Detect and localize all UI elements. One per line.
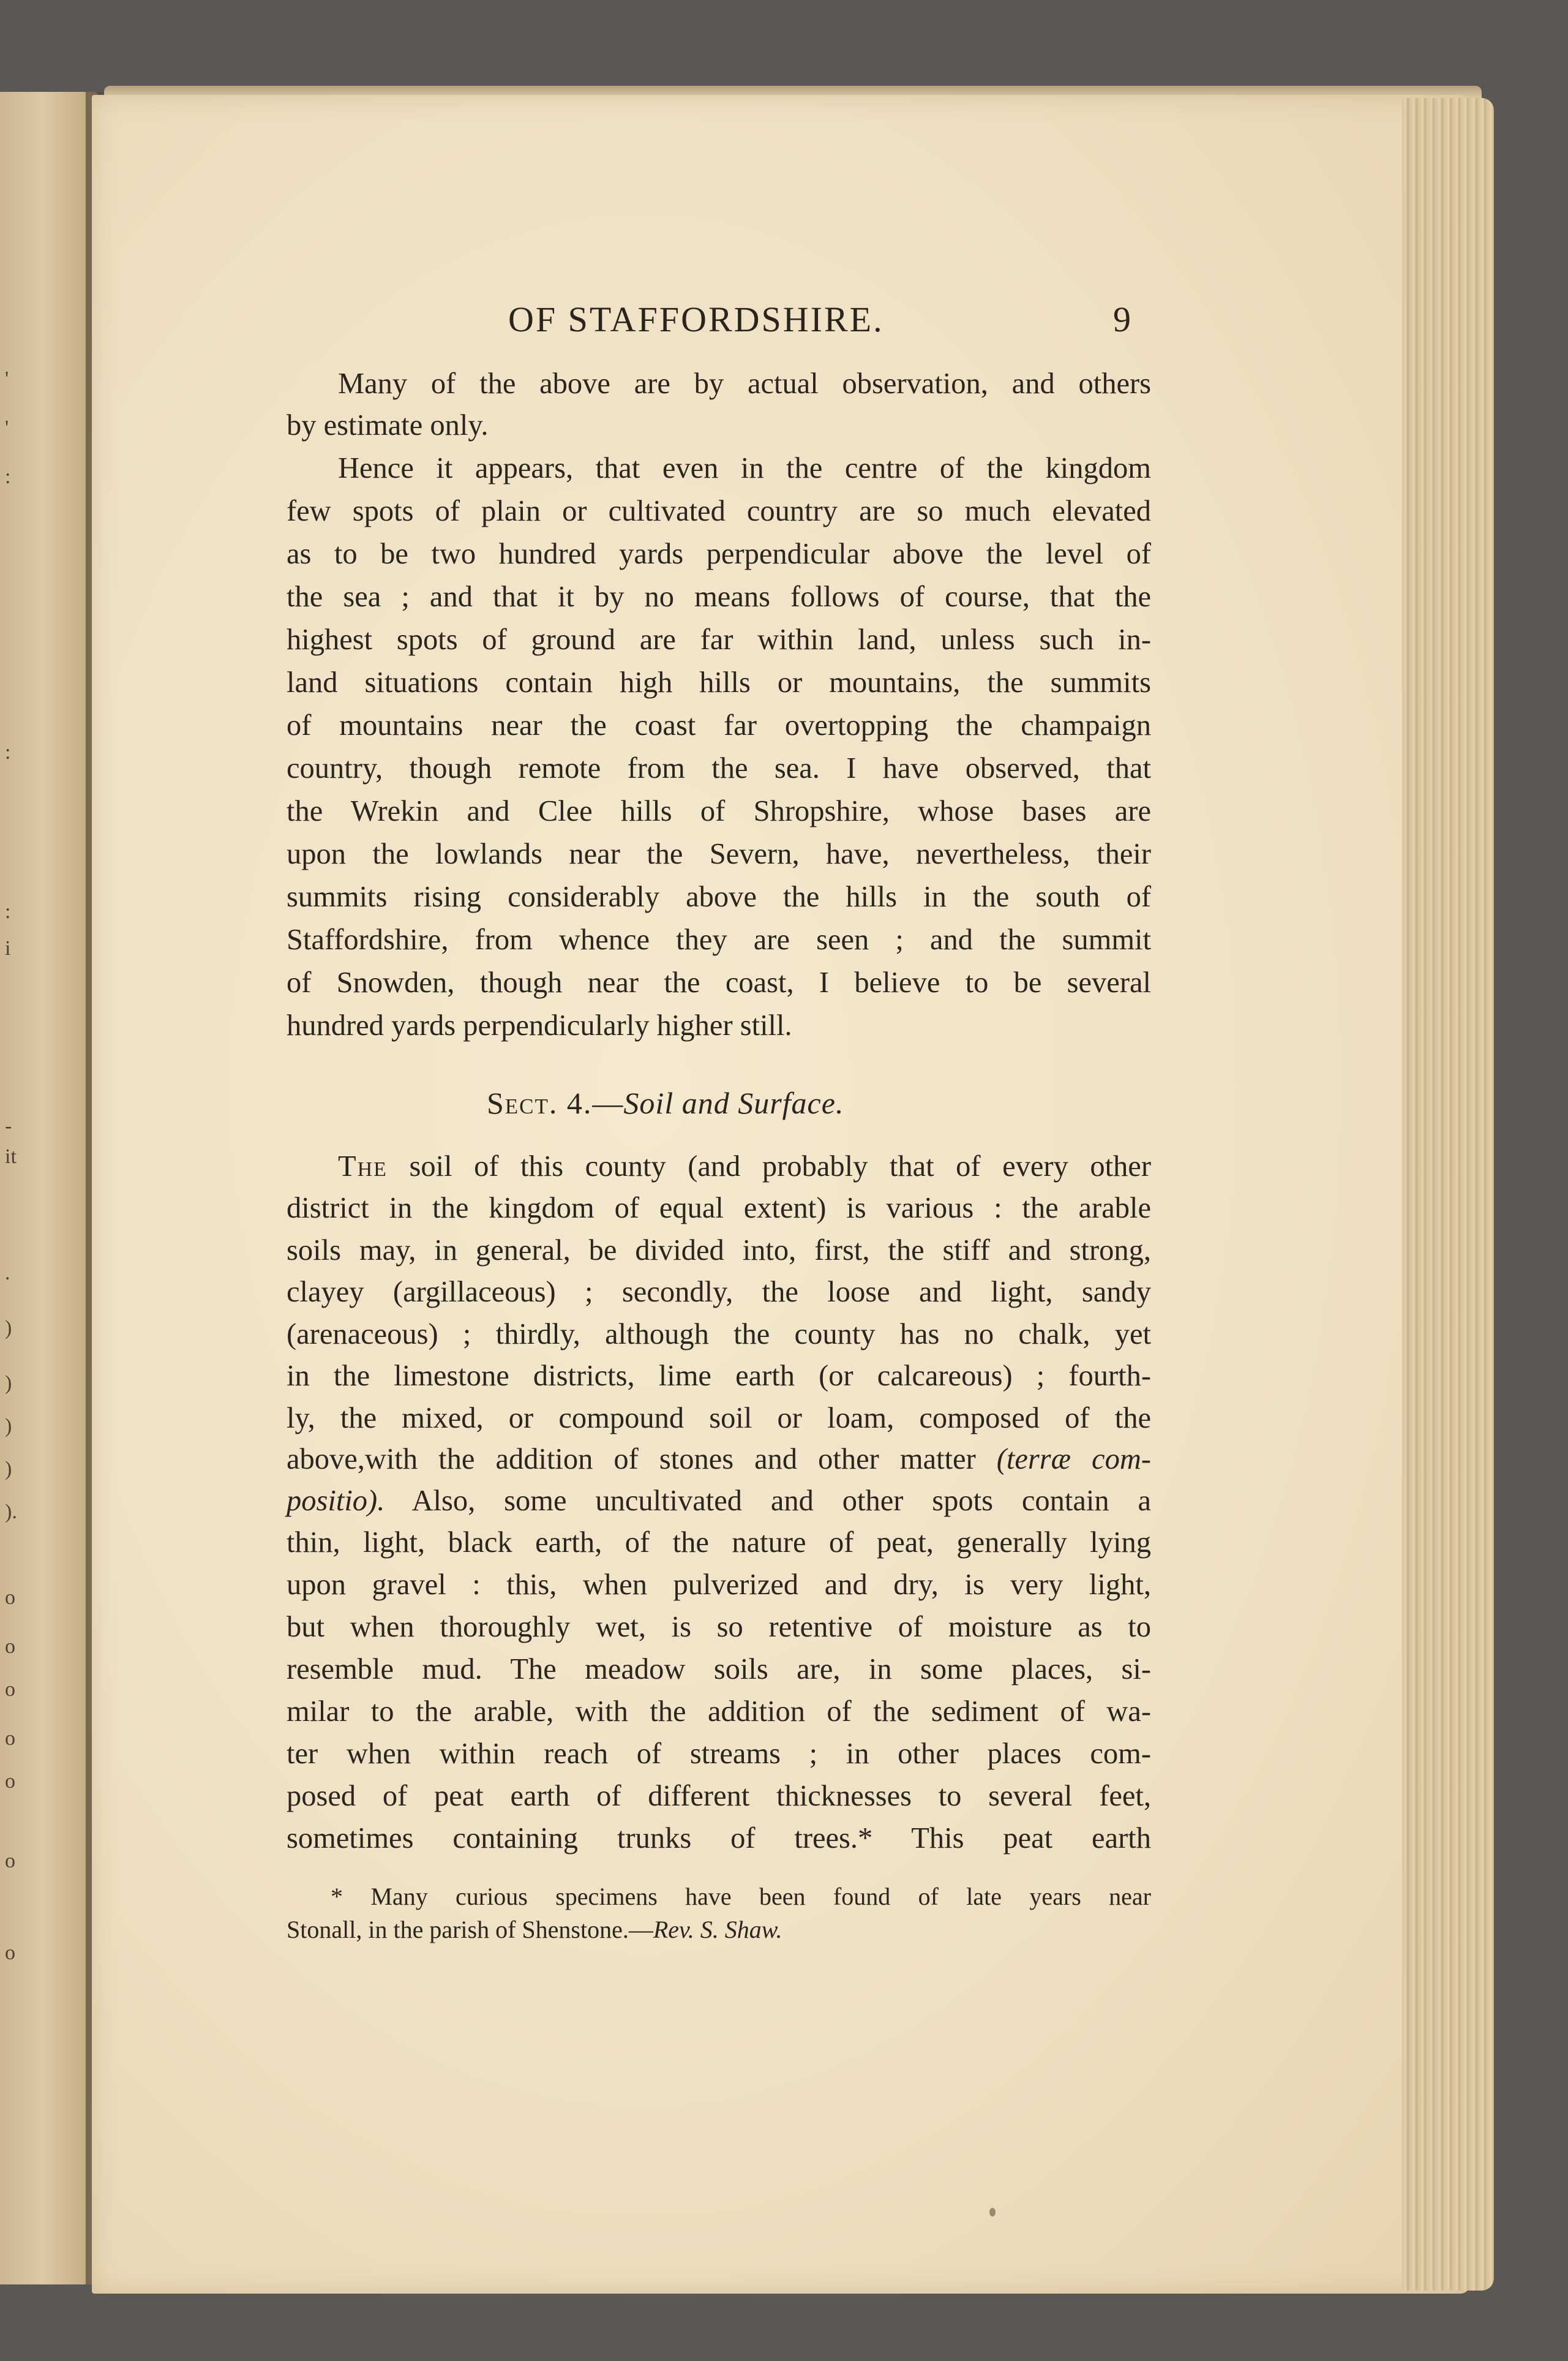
text-line: the Wrekin and Clee hills of Shropshire, whose bases are <box>287 795 1151 827</box>
text-line: in the limestone districts, lime earth (or calcareous) ; fourth- <box>287 1360 1151 1392</box>
margin-fragment: . <box>5 1262 10 1284</box>
margin-fragment: ' <box>5 416 9 439</box>
text-line: thin, light, black earth, of the nature of peat, generally lying <box>287 1526 1151 1559</box>
text-line: posed of peat earth of different thicknesses to several feet, <box>287 1780 1151 1812</box>
text-line: as to be two hundred yards perpendicular above the level of <box>287 538 1151 570</box>
margin-fragment: o <box>5 1635 15 1658</box>
margin-fragment: o <box>5 1770 15 1793</box>
margin-fragment: ) <box>5 1458 12 1480</box>
text-line: Staffordshire, from whence they are seen ; and the summit <box>287 924 1151 956</box>
margin-fragment: - <box>5 1115 12 1137</box>
text-line: sometimes containing trunks of trees.* This peat earth <box>287 1822 1151 1855</box>
footnote-line: * Many curious specimens have been found of late years near <box>331 1883 1151 1910</box>
text-line: milar to the arable, with the addition of the sediment of wa- <box>287 1695 1151 1728</box>
margin-fragment: o <box>5 1678 15 1701</box>
section-dash: — <box>592 1086 624 1120</box>
page-number: 9 <box>1113 299 1131 339</box>
margin-fragment: o <box>5 1727 15 1750</box>
text-line: above,with the addition of stones and other matter (terræ com- <box>287 1443 1151 1475</box>
text-line: few spots of plain or cultivated country are so much elevated <box>287 495 1151 527</box>
section-label: Sect. 4. <box>487 1086 593 1120</box>
margin-fragment: o <box>5 1850 15 1872</box>
text-line: country, though remote from the sea. I have observed, that <box>287 752 1151 785</box>
margin-fragment: : <box>5 741 11 764</box>
text-line: but when thoroughly wet, is so retentive of moisture as to <box>287 1611 1151 1643</box>
section-title: Soil and Surface. <box>623 1086 844 1120</box>
margin-fragment: ) <box>5 1372 12 1395</box>
text-line: positio). Also, some uncultivated and other spots contain a <box>287 1485 1151 1517</box>
text-line: the sea ; and that it by no means follows of course, that the <box>287 581 1151 613</box>
footnote-line: Stonall, in the parish of Shenstone.—Rev. S. Shaw. <box>287 1916 782 1943</box>
margin-fragment: : <box>5 900 11 923</box>
margin-fragment: o <box>5 1941 15 1964</box>
text-line: soils may, in general, be divided into, first, the stiff and strong, <box>287 1233 1151 1267</box>
text-line: upon the lowlands near the Severn, have, nevertheless, their <box>287 838 1151 870</box>
text-line: Hence it appears, that even in the centre of the kingdom <box>338 452 1151 484</box>
text-line: upon gravel : this, when pulverized and dry, is very light, <box>287 1568 1151 1601</box>
text-line: by estimate only. <box>287 409 489 442</box>
text-line: (arenaceous) ; thirdly, although the county has no chalk, yet <box>287 1317 1151 1350</box>
section-heading <box>487 1085 844 1121</box>
text-line: of mountains near the coast far overtopping the champaign <box>287 709 1151 742</box>
margin-fragment: ). <box>5 1501 17 1523</box>
margin-fragment: ) <box>5 1415 12 1437</box>
text-line: ter when within reach of streams ; in other places com- <box>287 1738 1151 1770</box>
text-line: ly, the mixed, or compound soil or loam, composed of the <box>287 1401 1151 1434</box>
page-header <box>0 299 1568 348</box>
text-line: resemble mud. The meadow soils are, in some places, si- <box>287 1653 1151 1685</box>
margin-fragment: it <box>5 1145 17 1168</box>
text-line: of Snowden, though near the coast, I believe to be several <box>287 966 1151 999</box>
text-line: Many of the above are by actual observation, and others <box>338 367 1151 400</box>
text-line: clayey (argillaceous) ; secondly, the loose and light, sandy <box>287 1276 1151 1308</box>
text-line: summits rising considerably above the hills in the south of <box>287 881 1151 913</box>
margin-fragment: ) <box>5 1317 12 1339</box>
text-line: land situations contain high hills or mountains, the summits <box>287 666 1151 699</box>
text-line: district in the kingdom of equal extent) is various : the arable <box>287 1192 1151 1224</box>
running-title: OF STAFFORDSHIRE. <box>508 299 884 339</box>
page-fore-edge <box>1402 98 1494 2291</box>
margin-fragment: ' <box>5 367 9 390</box>
margin-fragment: i <box>5 937 11 960</box>
text-line: The soil of this county (and probably that of every other <box>338 1150 1151 1183</box>
margin-fragment: : <box>5 465 11 488</box>
text-line: highest spots of ground are far within land, unless such in- <box>287 623 1151 656</box>
text-line: hundred yards perpendicularly higher still. <box>287 1009 792 1042</box>
ink-spot <box>989 2208 996 2216</box>
drop-word: The <box>338 1150 388 1183</box>
margin-fragment: o <box>5 1586 15 1609</box>
